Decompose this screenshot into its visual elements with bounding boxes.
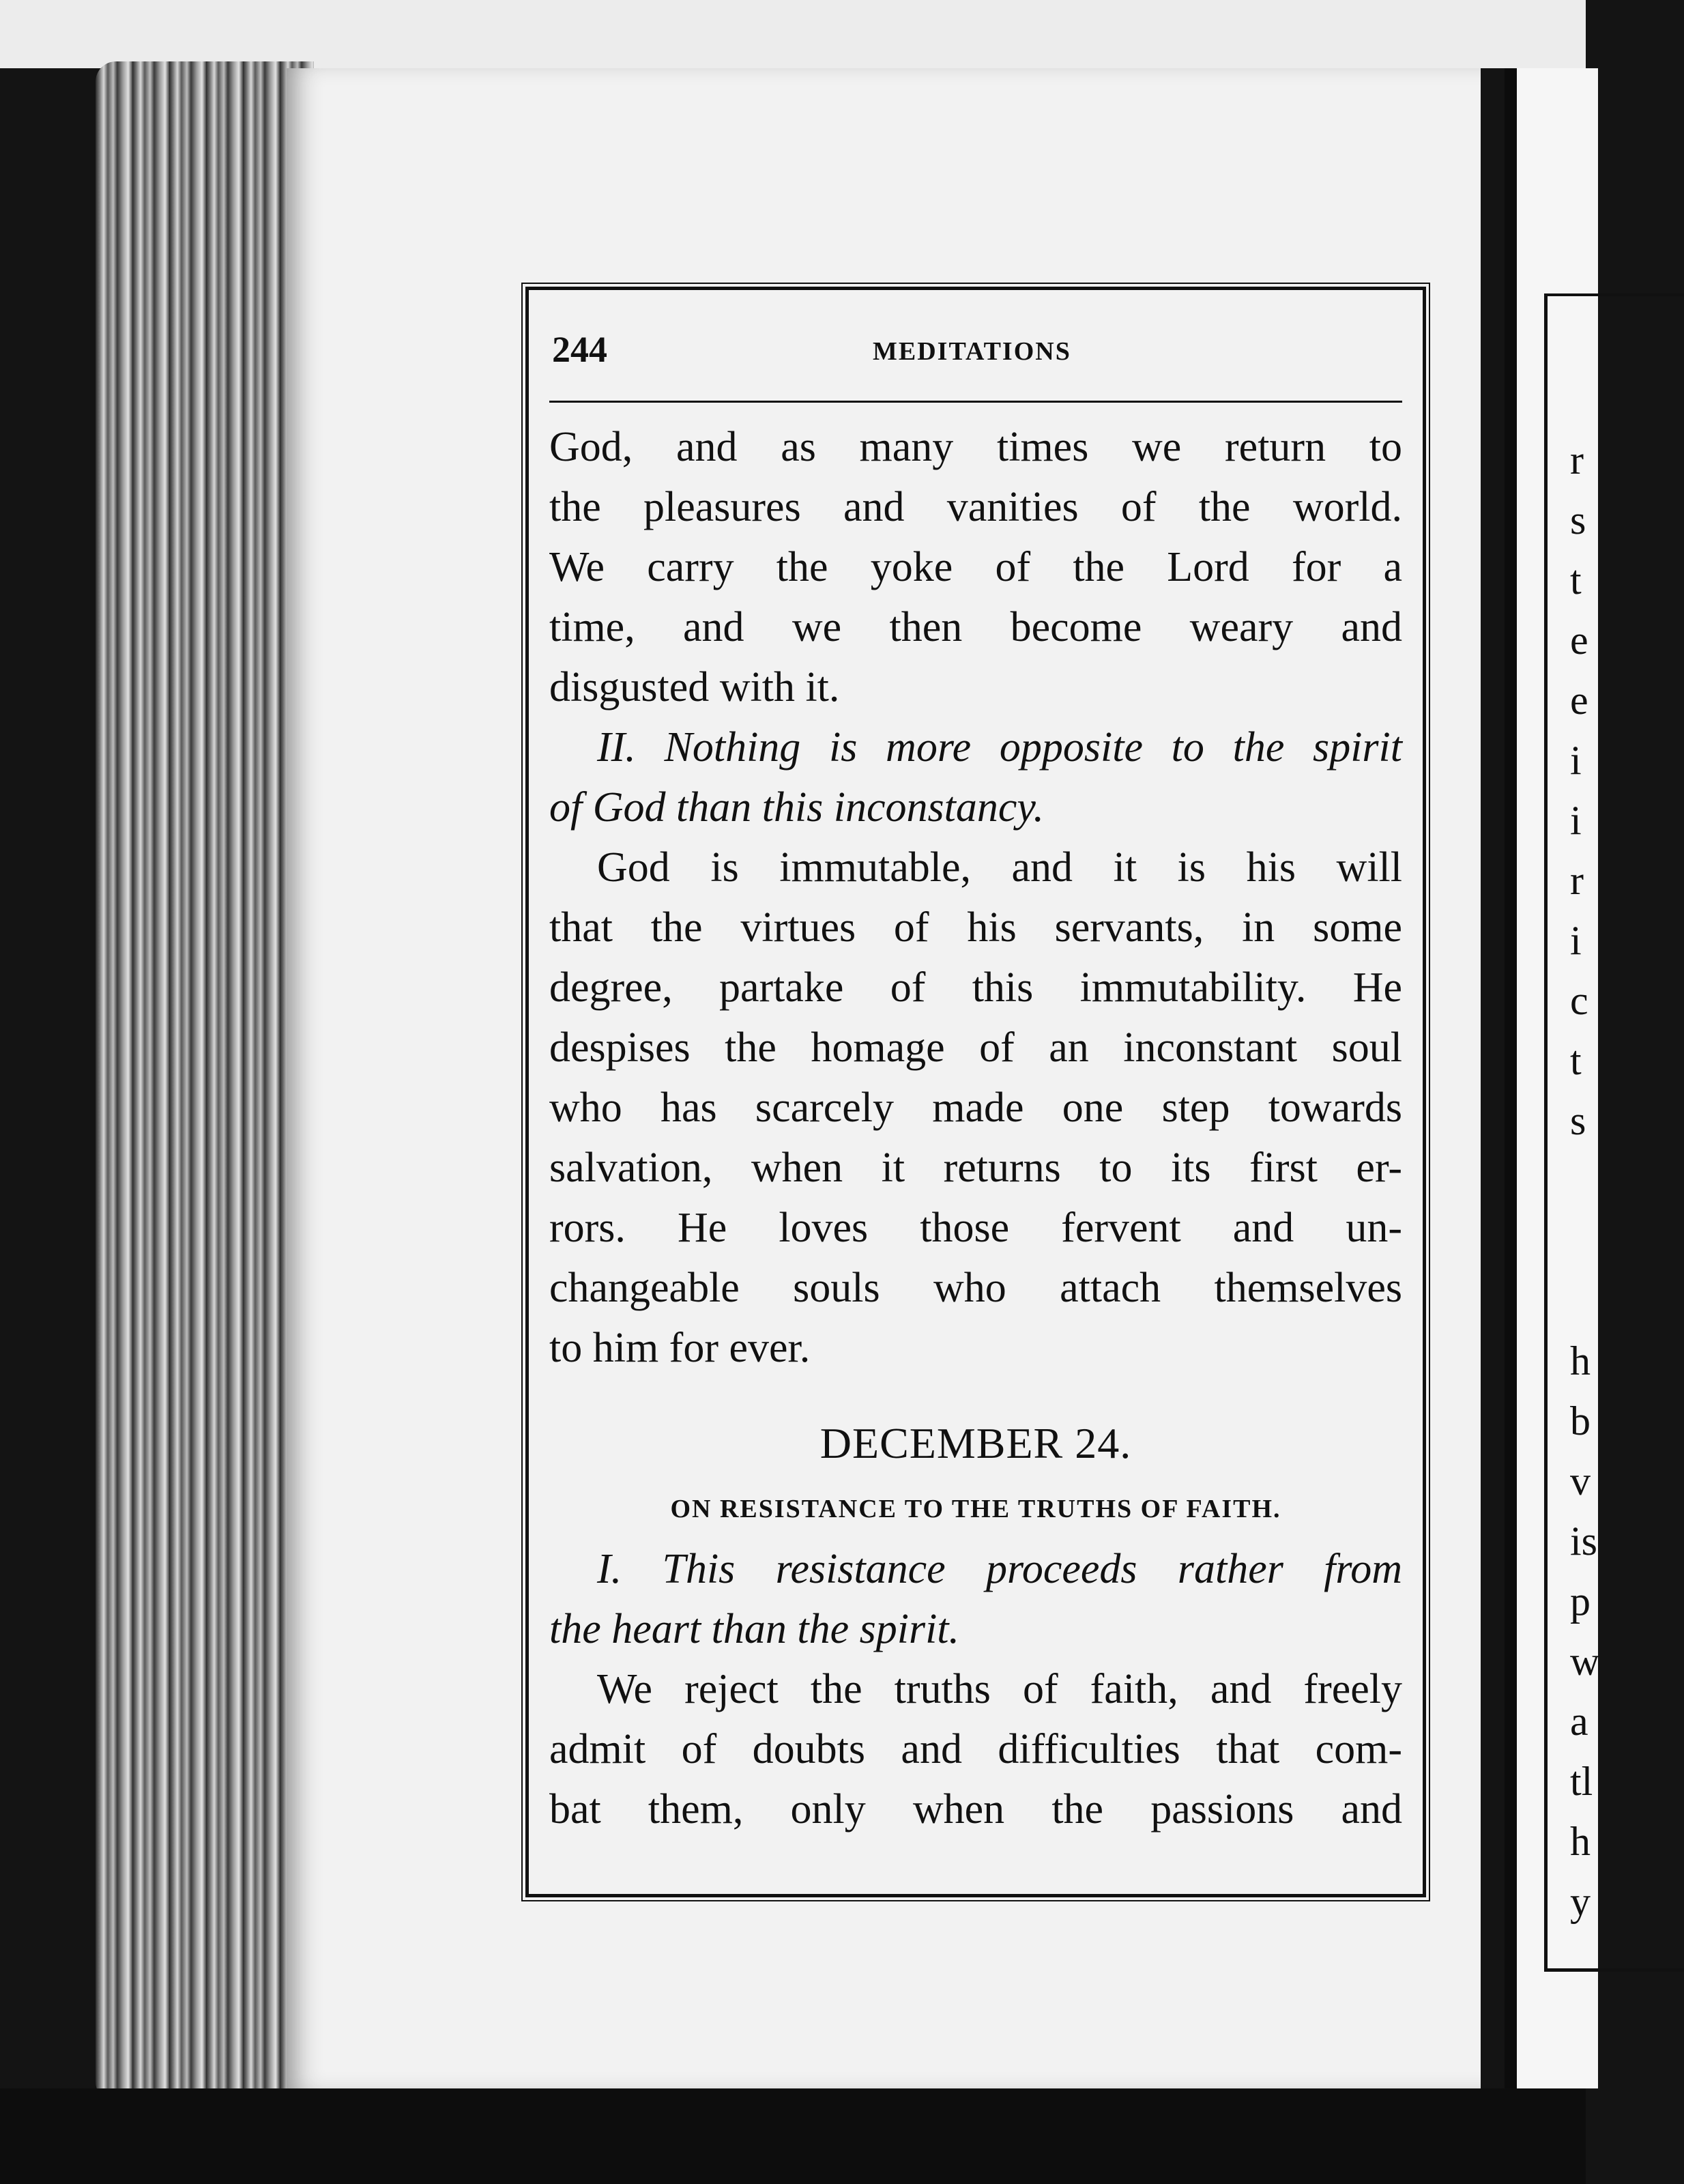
text-line: time, and we then become weary and	[549, 604, 1402, 650]
header-rule	[549, 401, 1402, 403]
facing-page-frame	[1544, 293, 1684, 1972]
text-line: that the virtues of his servants, in some	[549, 904, 1402, 951]
text-line: to him for ever.	[549, 1325, 811, 1371]
text-line-heading-ii: II. Nothing is more opposite to the spirit	[597, 724, 1402, 771]
section-title: ON RESISTANCE TO THE TRUTHS OF FAITH.	[670, 1495, 1281, 1523]
text-line: the pleasures and vanities of the world.	[549, 484, 1402, 530]
scan-bottom-margin	[0, 2088, 1586, 2184]
text-line: changeable souls who attach themselves	[549, 1265, 1402, 1311]
text-line: degree, partake of this immutability. He	[549, 964, 1402, 1011]
text-line: We carry the yoke of the Lord for a	[549, 544, 1402, 590]
text-line: rors. He loves those fervent and un-	[549, 1205, 1402, 1251]
text-line: salvation, when it returns to its first er-	[549, 1145, 1402, 1191]
running-head: MEDITATIONS	[873, 337, 1071, 366]
text-line: disgusted with it.	[549, 664, 840, 710]
text-line: of God than this inconstancy.	[549, 784, 1045, 831]
text-line: admit of doubts and difficulties that com-	[549, 1726, 1402, 1772]
facing-page-letters: r s t e e i i r i c t s h b v is p w a tl h y	[1570, 437, 1600, 1924]
page-number: 244	[552, 329, 607, 370]
text-line: We reject the truths of faith, and freely	[597, 1666, 1402, 1712]
text-line: who has scarcely made one step towards	[549, 1084, 1402, 1131]
text-frame	[525, 287, 1426, 1897]
scan-top-margin	[0, 0, 1586, 68]
page-header	[552, 328, 1398, 376]
text-line: despises the homage of an inconstant soul	[549, 1024, 1402, 1071]
body-text	[549, 417, 1402, 1839]
text-line: bat them, only when the passions and	[549, 1786, 1402, 1833]
text-line-heading-i: I. This resistance proceeds rather from	[597, 1546, 1402, 1592]
text-line: God, and as many times we return to	[549, 424, 1402, 470]
date-heading: DECEMBER 24.	[819, 1419, 1132, 1467]
book-page-edges	[96, 61, 314, 2102]
text-line: God is immutable, and it is his will	[597, 844, 1402, 891]
facing-page	[1505, 68, 1598, 2088]
text-line: the heart than the spirit.	[549, 1606, 960, 1652]
